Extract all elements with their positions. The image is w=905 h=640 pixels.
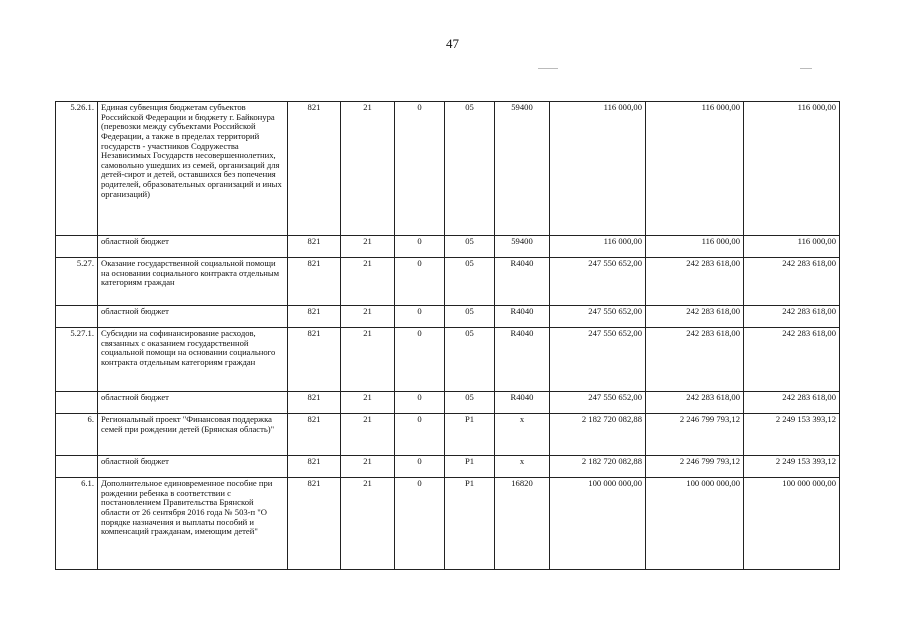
code-cell: 59400	[495, 236, 550, 258]
code-cell: 05	[445, 306, 495, 328]
code-cell: 21	[341, 328, 395, 392]
scan-mark	[800, 68, 812, 69]
code-cell: 0	[395, 328, 445, 392]
code-cell: 0	[395, 306, 445, 328]
description-cell: Единая субвенция бюджетам субъектов Российской Федерации и бюджету г. Байконура (перевозки между субъектами Российской Федерации, а также в пределах территорий государств - участников Содружества Независимых Государств несовершеннолетних, самовольно ушедших из семей, организаций для детей-сирот и детей, оставшихся без попечения родителей, образовательных организаций и иных организаций)	[98, 102, 288, 236]
description-cell: Региональный проект "Финансовая поддержка семей при рождении детей (Брянская область)"	[98, 414, 288, 456]
code-cell: 821	[288, 236, 341, 258]
description-cell: областной бюджет	[98, 392, 288, 414]
code-cell: 05	[445, 258, 495, 306]
description-cell: Дополнительное единовременное пособие при рождении ребенка в соответствии с постановлением Правительства Брянской области от 26 сентября 2016 года № 503-п "О порядке назначения и выплаты пособий и компенсаций гражданам, имеющим детей"	[98, 478, 288, 570]
code-cell: x	[495, 414, 550, 456]
table-subrow	[56, 236, 840, 258]
amount-cell: 2 249 153 393,12	[744, 414, 840, 456]
code-cell: R4040	[495, 258, 550, 306]
amount-cell: 247 550 652,00	[550, 328, 646, 392]
row-number-cell: 5.26.1.	[56, 102, 98, 236]
table-subrow	[56, 392, 840, 414]
page-number: 47	[446, 36, 459, 51]
code-cell: 21	[341, 456, 395, 478]
code-cell: 821	[288, 392, 341, 414]
row-number-cell: 5.27.1.	[56, 328, 98, 392]
description-cell: областной бюджет	[98, 306, 288, 328]
code-cell: 16820	[495, 478, 550, 570]
code-cell: 0	[395, 102, 445, 236]
code-cell: 59400	[495, 102, 550, 236]
code-cell: R4040	[495, 328, 550, 392]
code-cell: 821	[288, 102, 341, 236]
amount-cell: 116 000,00	[646, 102, 744, 236]
code-cell: 0	[395, 478, 445, 570]
amount-cell: 100 000 000,00	[646, 478, 744, 570]
code-cell: 821	[288, 456, 341, 478]
table-row	[56, 414, 840, 456]
row-number-cell: 6.	[56, 414, 98, 456]
code-cell: 821	[288, 414, 341, 456]
code-cell: x	[495, 456, 550, 478]
amount-cell: 242 283 618,00	[646, 328, 744, 392]
code-cell: 05	[445, 392, 495, 414]
amount-cell: 100 000 000,00	[744, 478, 840, 570]
amount-cell: 247 550 652,00	[550, 258, 646, 306]
code-cell: P1	[445, 456, 495, 478]
code-cell: 0	[395, 236, 445, 258]
code-cell: 21	[341, 236, 395, 258]
code-cell: P1	[445, 478, 495, 570]
row-number-cell: 5.27.	[56, 258, 98, 306]
amount-cell: 2 182 720 082,88	[550, 456, 646, 478]
code-cell: P1	[445, 414, 495, 456]
code-cell: 0	[395, 456, 445, 478]
amount-cell: 242 283 618,00	[744, 306, 840, 328]
code-cell: 0	[395, 392, 445, 414]
description-cell: областной бюджет	[98, 456, 288, 478]
description-cell: Оказание государственной социальной помощи на основании социального контракта отдельным категориям граждан	[98, 258, 288, 306]
code-cell: 821	[288, 306, 341, 328]
amount-cell: 242 283 618,00	[646, 258, 744, 306]
code-cell: 05	[445, 328, 495, 392]
row-number-cell	[56, 306, 98, 328]
code-cell: 821	[288, 478, 341, 570]
table-row	[56, 328, 840, 392]
code-cell: 21	[341, 102, 395, 236]
amount-cell: 2 246 799 793,12	[646, 456, 744, 478]
code-cell: 821	[288, 258, 341, 306]
code-cell: 05	[445, 102, 495, 236]
table-row	[56, 102, 840, 236]
code-cell: 21	[341, 258, 395, 306]
row-number-cell	[56, 236, 98, 258]
code-cell: 0	[395, 414, 445, 456]
amount-cell: 247 550 652,00	[550, 306, 646, 328]
code-cell: 21	[341, 478, 395, 570]
amount-cell: 2 182 720 082,88	[550, 414, 646, 456]
code-cell: 21	[341, 392, 395, 414]
table-row	[56, 478, 840, 570]
amount-cell: 116 000,00	[550, 236, 646, 258]
table-subrow	[56, 456, 840, 478]
amount-cell: 242 283 618,00	[646, 306, 744, 328]
amount-cell: 116 000,00	[550, 102, 646, 236]
amount-cell: 116 000,00	[646, 236, 744, 258]
description-cell: Субсидии на софинансирование расходов, связанных с оказанием государственной социальной помощи на основании социального контракта отдельным категориям граждан	[98, 328, 288, 392]
amount-cell: 242 283 618,00	[744, 328, 840, 392]
row-number-cell	[56, 392, 98, 414]
amount-cell: 2 249 153 393,12	[744, 456, 840, 478]
table-subrow	[56, 306, 840, 328]
budget-table	[55, 101, 840, 570]
scan-mark	[538, 68, 558, 69]
row-number-cell: 6.1.	[56, 478, 98, 570]
amount-cell: 116 000,00	[744, 236, 840, 258]
row-number-cell	[56, 456, 98, 478]
amount-cell: 116 000,00	[744, 102, 840, 236]
code-cell: 821	[288, 328, 341, 392]
code-cell: 21	[341, 414, 395, 456]
amount-cell: 100 000 000,00	[550, 478, 646, 570]
amount-cell: 242 283 618,00	[744, 392, 840, 414]
amount-cell: 247 550 652,00	[550, 392, 646, 414]
amount-cell: 242 283 618,00	[646, 392, 744, 414]
code-cell: 05	[445, 236, 495, 258]
table-row	[56, 258, 840, 306]
code-cell: R4040	[495, 306, 550, 328]
amount-cell: 242 283 618,00	[744, 258, 840, 306]
code-cell: 0	[395, 258, 445, 306]
code-cell: 21	[341, 306, 395, 328]
description-cell: областной бюджет	[98, 236, 288, 258]
code-cell: R4040	[495, 392, 550, 414]
amount-cell: 2 246 799 793,12	[646, 414, 744, 456]
